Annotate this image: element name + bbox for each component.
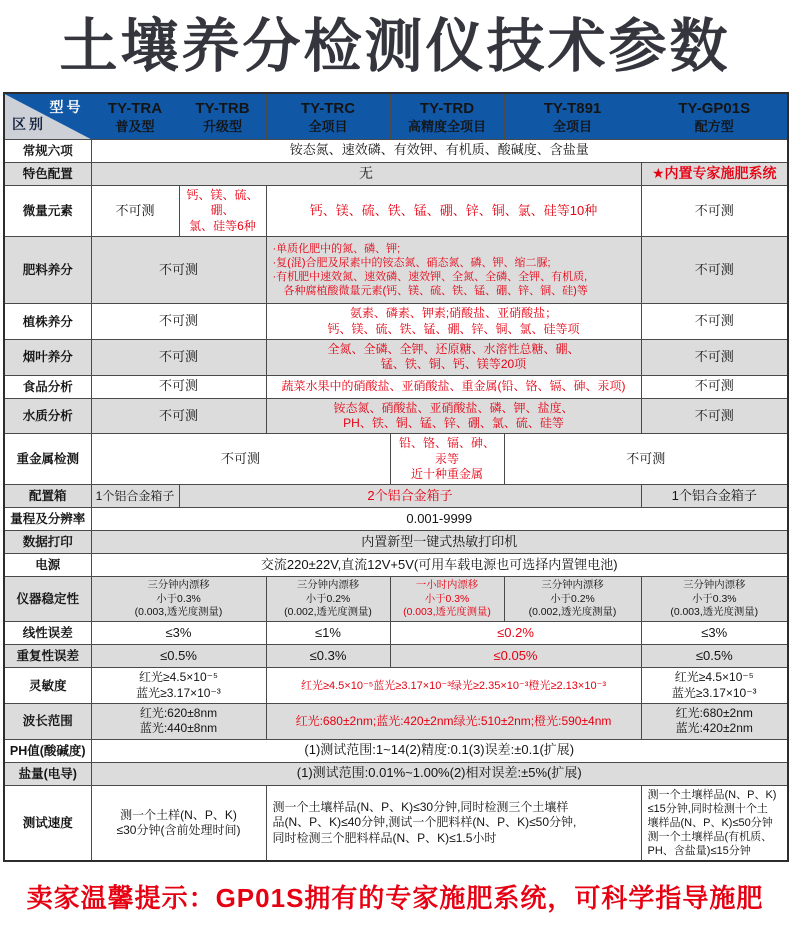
- row-label: 重复性误差: [4, 645, 91, 668]
- spec-cell: 0.001-9999: [91, 508, 788, 531]
- spec-cell: 不可测: [641, 185, 788, 236]
- row-label: 水质分析: [4, 398, 91, 434]
- row-label: 波长范围: [4, 704, 91, 740]
- spec-cell: 氨素、磷素、钾素;硝酸盐、亚硝酸盐； 钙、镁、硫、铁、锰、硼、锌、铜、氯、硅等项: [266, 304, 641, 340]
- spec-cell: 三分钟内漂移 小于0.2% (0.002,透光度测量): [266, 577, 390, 622]
- spec-cell: ≤0.5%: [91, 645, 266, 668]
- table-row: [4, 434, 788, 485]
- spec-cell: 红光≥4.5×10⁻⁵ 蓝光≥3.17×10⁻³: [91, 668, 266, 704]
- spec-cell: 不可测: [91, 185, 179, 236]
- table-row: [4, 622, 788, 645]
- column-header-ty-trb: TY-TRB 升级型: [179, 93, 266, 139]
- corner-model-label: 型号: [49, 99, 84, 116]
- spec-cell: 不可测: [641, 339, 788, 375]
- row-label: 配置箱: [4, 485, 91, 508]
- spec-cell: ≤3%: [641, 622, 788, 645]
- spec-cell: 一小时内漂移 小于0.3% (0.003,透光度测量): [390, 577, 504, 622]
- spec-cell: ≤0.3%: [266, 645, 390, 668]
- spec-cell: 三分钟内漂移 小于0.2% (0.002,透光度测量): [504, 577, 641, 622]
- table-row: [4, 508, 788, 531]
- row-label: 电源: [4, 554, 91, 577]
- spec-cell: 无: [91, 162, 641, 185]
- spec-cell: 红光:620±8nm 蓝光:440±8nm: [91, 704, 266, 740]
- spec-cell: 不可测: [91, 304, 266, 340]
- table-row: [4, 139, 788, 162]
- spec-cell: 铅、铬、镉、砷、汞等 近十种重金属: [390, 434, 504, 485]
- spec-cell: 红光:680±2nm 蓝光:420±2nm: [641, 704, 788, 740]
- spec-cell: 不可测: [641, 236, 788, 303]
- column-header-ty-tra: TY-TRA 普及型: [91, 93, 179, 139]
- spec-cell: 红光≥4.5×10⁻⁵蓝光≥3.17×10⁻³绿光≥2.35×10⁻³橙光≥2.13×10⁻³: [266, 668, 641, 704]
- spec-cell: 测一个土壤样品(N、P、K) ≤15分钟,同时检测十个土 壤样品(N、P、K)≤50分钟 测一个土壤样品(有机质、 PH、含盐量)≤15分钟: [641, 785, 788, 861]
- row-label: 特色配置: [4, 162, 91, 185]
- spec-cell: 三分钟内漂移 小于0.3% (0.003,透光度测量): [641, 577, 788, 622]
- table-row: [4, 236, 788, 303]
- table-row: [4, 162, 788, 185]
- column-header-ty-t891: TY-T891 全项目: [504, 93, 641, 139]
- spec-cell: 红光≥4.5×10⁻⁵ 蓝光≥3.17×10⁻³: [641, 668, 788, 704]
- column-header-ty-trd: TY-TRD 高精度全项目: [390, 93, 504, 139]
- spec-cell: (1)测试范围:0.01%~1.00%(2)相对误差:±5%(扩展): [91, 762, 788, 785]
- table-row: [4, 339, 788, 375]
- spec-cell: ★内置专家施肥系统: [641, 162, 788, 185]
- table-row: [4, 375, 788, 398]
- row-label: 盐量(电导): [4, 762, 91, 785]
- corner-category-label: 区别: [12, 115, 46, 132]
- row-label: 量程及分辨率: [4, 508, 91, 531]
- table-header-row: [4, 93, 788, 139]
- spec-cell: 不可测: [91, 398, 266, 434]
- table-row: [4, 785, 788, 861]
- spec-cell: 不可测: [641, 398, 788, 434]
- spec-cell: 钙、镁、硫、铁、锰、硼、锌、铜、氯、硅等10种: [266, 185, 641, 236]
- spec-cell: ≤1%: [266, 622, 390, 645]
- table-row: [4, 739, 788, 762]
- spec-cell: 交流220±22V,直流12V+5V(可用车载电源也可选择内置锂电池): [91, 554, 788, 577]
- table-row: [4, 762, 788, 785]
- spec-cell: 三分钟内漂移 小于0.3% (0.003,透光度测量): [91, 577, 266, 622]
- spec-cell: ≤0.5%: [641, 645, 788, 668]
- corner-header-cell: [4, 93, 91, 139]
- spec-cell: 不可测: [504, 434, 788, 485]
- spec-cell: 不可测: [91, 236, 266, 303]
- spec-cell: 不可测: [641, 304, 788, 340]
- table-row: [4, 645, 788, 668]
- table-row: [4, 704, 788, 740]
- row-label: 测试速度: [4, 785, 91, 861]
- column-header-ty-gp01s: TY-GP01S 配方型: [641, 93, 788, 139]
- column-header-ty-trc: TY-TRC 全项目: [266, 93, 390, 139]
- row-label: 食品分析: [4, 375, 91, 398]
- spec-cell: 测一个土样(N、P、K) ≤30分钟(含前处理时间): [91, 785, 266, 861]
- spec-cell: ·单质化肥中的氮、磷、钾; ·复(混)合肥及尿素中的铵态氮、硝态氮、磷、钾、缩二脲; ·有机肥中速效氮、速效磷、速效钾、全氮、全磷、全钾、有机质, 各种腐植酸微量元素(钙、镁、硫、铁、锰、硼、锌、铜、硅)等: [266, 236, 641, 303]
- spec-cell: ≤3%: [91, 622, 266, 645]
- table-row: [4, 577, 788, 622]
- spec-cell: 全氮、全磷、全钾、还原糖、水溶性总糖、硼、 锰、铁、铜、钙、镁等20项: [266, 339, 641, 375]
- row-label: 灵敏度: [4, 668, 91, 704]
- spec-cell: 不可测: [91, 375, 266, 398]
- row-label: 仪器稳定性: [4, 577, 91, 622]
- table-row: [4, 668, 788, 704]
- row-label: PH值(酸碱度): [4, 739, 91, 762]
- row-label: 植株养分: [4, 304, 91, 340]
- spec-cell: 内置新型一键式热敏打印机: [91, 531, 788, 554]
- spec-cell: 铵态氮、硝酸盐、亚硝酸盐、磷、钾、盐度、 PH、铁、铜、锰、锌、硼、氯、硫、硅等: [266, 398, 641, 434]
- table-row: [4, 485, 788, 508]
- row-label: 线性误差: [4, 622, 91, 645]
- row-label: 微量元素: [4, 185, 91, 236]
- footer-note: 卖家温馨提示：GP01S拥有的专家施肥系统，可科学指导施肥: [26, 883, 764, 914]
- table-row: [4, 554, 788, 577]
- spec-table: [3, 92, 789, 862]
- spec-cell: 2个铝合金箱子: [179, 485, 641, 508]
- row-label: 常规六项: [4, 139, 91, 162]
- table-row: [4, 185, 788, 236]
- spec-cell: (1)测试范围:1~14(2)精度:0.1(3)误差:±0.1(扩展): [91, 739, 788, 762]
- spec-cell: 不可测: [91, 434, 390, 485]
- page-title: 土壤养分检测仪技术参数: [59, 14, 731, 79]
- spec-cell: ≤0.2%: [390, 622, 641, 645]
- row-label: 烟叶养分: [4, 339, 91, 375]
- spec-cell: 1个铝合金箱子: [641, 485, 788, 508]
- spec-cell: 测一个土壤样品(N、P、K)≤30分钟,同时检测三个土壤样 品(N、P、K)≤40分钟,测试一个肥料样(N、P、K)≤50分钟, 同时检测三个肥料样品(N、P、K)≤1.5小时: [266, 785, 641, 861]
- spec-cell: 钙、镁、硫、硼、 氯、硅等6种: [179, 185, 266, 236]
- table-row: [4, 398, 788, 434]
- row-label: 肥料养分: [4, 236, 91, 303]
- spec-cell: 铵态氮、速效磷、有效钾、有机质、酸碱度、含盐量: [91, 139, 788, 162]
- spec-cell: 1个铝合金箱子: [91, 485, 179, 508]
- spec-cell: 红光:680±2nm;蓝光:420±2nm绿光:510±2nm;橙光:590±4nm: [266, 704, 641, 740]
- row-label: 数据打印: [4, 531, 91, 554]
- spec-cell: 蔬菜水果中的硝酸盐、亚硝酸盐、重金属(铅、铬、镉、砷、汞项): [266, 375, 641, 398]
- spec-cell: 不可测: [91, 339, 266, 375]
- table-row: [4, 304, 788, 340]
- spec-cell: 不可测: [641, 375, 788, 398]
- table-row: [4, 531, 788, 554]
- spec-cell: ≤0.05%: [390, 645, 641, 668]
- row-label: 重金属检测: [4, 434, 91, 485]
